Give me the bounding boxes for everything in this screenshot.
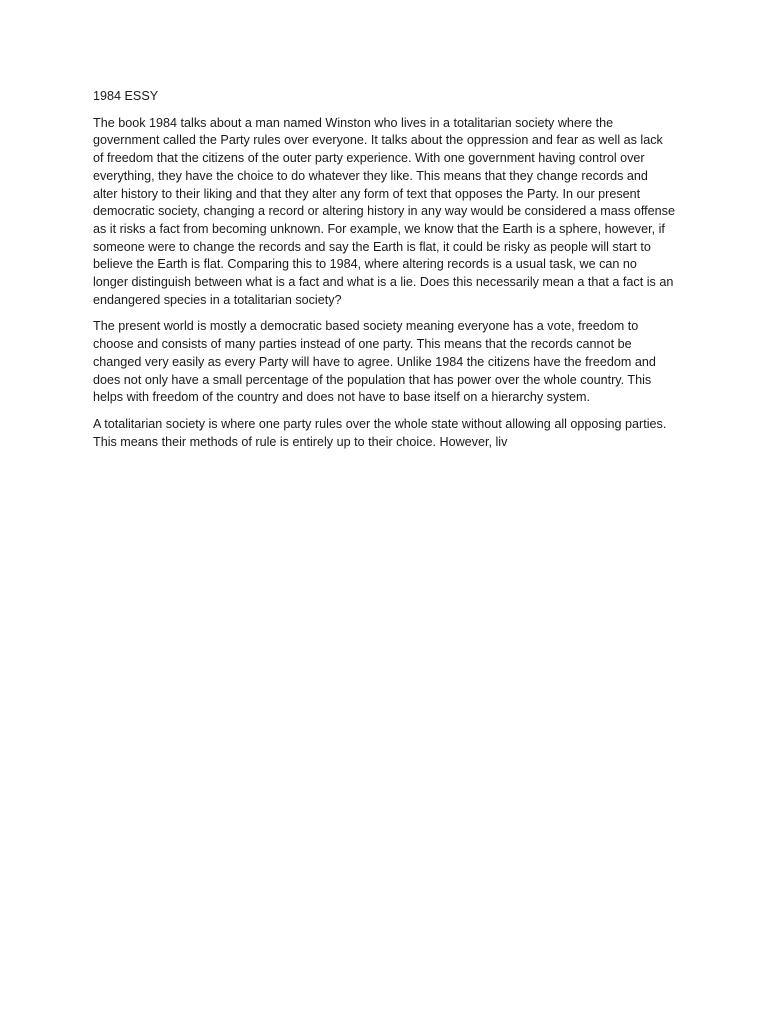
paragraph-1: The book 1984 talks about a man named Winston who lives in a totalitarian society where the government called the Party rules over everyone. It talks about the oppression and fear as well as lack of freedom that the citizens of the outer party experience. With one government having control over everything, they have the choice to do whatever they like. This means that they change records and alter history to their liking and that they alter any form of text that opposes the Party. In our present democratic society, changing a record or altering history in any way would be considered a mass offense as it risks a fact from becoming unknown. For example, we know that the Earth is a sphere, however, if someone were to change the records and say the Earth is flat, it could be risky as people will start to believe the Earth is flat. Comparing this to 1984, where altering records is a usual task, we can no longer distinguish between what is a fact and what is a lie. Does this necessarily mean a that a fact is an endangered species in a totalitarian society? (93, 115, 675, 307)
document-title: 1984 ESSY (93, 89, 159, 103)
paragraph-2: The present world is mostly a democratic based society meaning everyone has a vote, freedom to choose and consists of many parties instead of one party. This means that the records cannot be changed very easily as every Party will have to agree. Unlike 1984 the citizens have the freedom and does not only have a small percentage of the population that has power over the whole country. This helps with freedom of the country and does not have to base itself on a hierarchy system. (93, 319, 656, 405)
paragraph-3: A totalitarian society is where one party rules over the whole state without allowing all opposing parties. This means their methods of rule is entirely up to their choice. However, liv (93, 416, 667, 449)
document-body[interactable] (93, 88, 675, 460)
